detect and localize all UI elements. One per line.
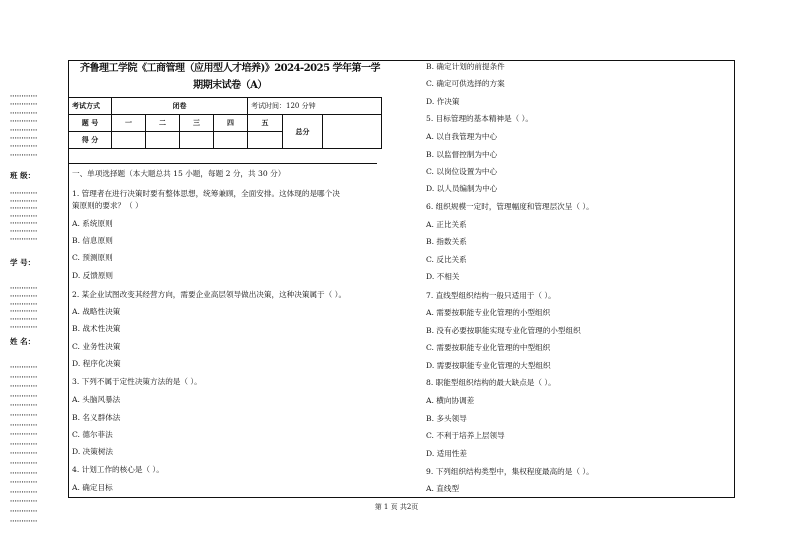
- answer-option: D. 反馈原则: [72, 271, 114, 280]
- score-cell-3: [180, 132, 214, 149]
- dotted-line: ············: [10, 498, 38, 506]
- exam-mode-value: 闭卷: [112, 98, 248, 115]
- score-label: 得 分: [69, 132, 112, 149]
- answer-option: B. 指数关系: [426, 237, 467, 246]
- answer-option: A. 系统原则: [72, 219, 113, 228]
- question-stem: 9. 下列组织结构类型中，集权程度最高的是（ ）。: [426, 467, 594, 476]
- text-line: 一、单项选择题（本大题总共 15 小题，每题 2 分，共 30 分）: [72, 169, 286, 178]
- section-1: 一: [112, 115, 146, 132]
- question-stem: 8. 职能型组织结构的最大缺点是（ ）。: [426, 378, 556, 387]
- dotted-line: ············: [10, 364, 38, 371]
- dotted-line: ············: [10, 392, 38, 400]
- answer-option: B. 名义群体法: [72, 413, 121, 422]
- dotted-line: ············: [10, 143, 38, 151]
- question-stem: 5. 目标管理的基本精神是（ ）。: [426, 114, 533, 123]
- dotted-line: ············: [10, 135, 38, 142]
- answer-option: C. 预测原则: [72, 253, 113, 262]
- section-5: 五: [248, 115, 283, 132]
- answer-option: C. 德尔菲法: [72, 430, 113, 439]
- dotted-line: ············: [10, 412, 38, 419]
- answer-option: D. 以人员编制为中心: [426, 184, 498, 193]
- dotted-line: ············: [10, 324, 38, 331]
- total-score-cell: [323, 115, 382, 149]
- dotted-line: ············: [10, 508, 38, 515]
- divider: [68, 163, 377, 164]
- answer-option: A. 横向协调差: [426, 396, 475, 405]
- dotted-line: ············: [10, 479, 38, 487]
- score-cell-4: [214, 132, 248, 149]
- dotted-line: ············: [10, 402, 38, 410]
- text-line: 策原则的要求？（ ）: [72, 201, 143, 210]
- class-label: 班 级：: [10, 171, 36, 180]
- dotted-line: ············: [10, 316, 38, 324]
- dotted-line: ············: [10, 235, 38, 243]
- answer-option: B. 没有必要按职能实现专业化管理的小型组织: [426, 326, 581, 335]
- total-label: 总分: [283, 115, 323, 149]
- exam-time: 考试时间：120 分钟: [248, 98, 382, 115]
- dotted-line: ············: [10, 220, 38, 228]
- dotted-line: ············: [10, 517, 38, 525]
- answer-option: D. 作决策: [426, 97, 460, 106]
- dotted-line: ············: [10, 308, 38, 316]
- question-stem: 6. 组织规模一定时，管理幅度和管理层次呈（ ）。: [426, 202, 594, 211]
- dotted-line: ············: [10, 383, 38, 391]
- dotted-line: ············: [10, 126, 38, 134]
- answer-option: A. 直线型: [426, 484, 460, 493]
- answer-option: D. 不相关: [426, 272, 460, 281]
- answer-option: A. 需要按职能专业化管理的小型组织: [426, 308, 551, 317]
- dotted-line: ············: [10, 469, 38, 477]
- dotted-line: ············: [10, 197, 38, 205]
- answer-option: C. 不利于培养上层领导: [426, 431, 505, 440]
- dotted-line: ············: [10, 205, 38, 213]
- section-2: 二: [146, 115, 180, 132]
- score-cell-1: [112, 132, 146, 149]
- answer-option: C. 业务性决策: [72, 342, 121, 351]
- dotted-line: ············: [10, 228, 38, 235]
- dotted-line: ············: [10, 292, 38, 300]
- dotted-line: ············: [10, 93, 38, 100]
- question-no-label: 题 号: [69, 115, 112, 132]
- answer-option: B. 确定计划的前提条件: [426, 62, 505, 71]
- exam-title-line1: 齐鲁理工学院《工商管理（应用型人才培养)》2024-2025 学年第一学: [79, 63, 381, 74]
- answer-option: A. 正比关系: [426, 220, 467, 229]
- answer-option: A. 战略性决策: [72, 307, 121, 316]
- dotted-line: ············: [10, 151, 38, 159]
- answer-option: C. 以岗位设置为中心: [426, 167, 498, 176]
- answer-option: B. 多头领导: [426, 414, 467, 423]
- dotted-line: ············: [10, 212, 38, 220]
- answer-option: C. 确定可供选择的方案: [426, 79, 505, 88]
- question-stem: 3. 下列不属于定性决策方法的是（ ）。: [72, 377, 202, 386]
- section-3: 三: [180, 115, 214, 132]
- answer-option: B. 战术性决策: [72, 324, 121, 333]
- answer-option: A. 头脑风暴法: [72, 395, 121, 404]
- question-stem: 7. 直线型组织结构一般只适用于（ ）。: [426, 291, 556, 300]
- dotted-line: ············: [10, 300, 38, 308]
- question-stem: 4. 计划工作的核心是（ ）。: [72, 465, 164, 474]
- answer-option: D. 程序化决策: [72, 359, 121, 368]
- page-footer: 第 1 页 共2页: [374, 503, 419, 511]
- dotted-line: ············: [10, 440, 38, 448]
- exam-title-line2: 期期末试卷（A）: [193, 80, 267, 91]
- dotted-line: ············: [10, 421, 38, 429]
- student-id-label: 学 号：: [10, 258, 36, 267]
- dotted-line: ············: [10, 431, 38, 439]
- question-stem: 1. 管理者在进行决策时要有整体思想，统筹兼顾，全面安排。这体现的是哪个决: [72, 189, 340, 198]
- answer-option: B. 信息原则: [72, 236, 113, 245]
- score-table: [68, 97, 382, 149]
- answer-option: D. 决策树法: [72, 447, 114, 456]
- answer-option: C. 需要按职能专业化管理的中型组织: [426, 343, 551, 352]
- dotted-line: ············: [10, 285, 38, 292]
- answer-option: B. 以监督控制为中心: [426, 150, 498, 159]
- dotted-line: ············: [10, 373, 38, 381]
- dotted-line: ············: [10, 488, 38, 496]
- question-stem: 2. 某企业试图改变其经营方向，需要企业高层领导做出决策，这种决策属于（ ）。: [72, 290, 347, 299]
- score-cell-2: [146, 132, 180, 149]
- exam-mode-label: 考试方式: [69, 98, 112, 115]
- dotted-line: ············: [10, 109, 38, 117]
- dotted-line: ············: [10, 460, 38, 467]
- answer-option: A. 确定目标: [72, 483, 113, 492]
- answer-option: A. 以自我管理为中心: [426, 132, 498, 141]
- section-4: 四: [214, 115, 248, 132]
- name-label: 姓 名：: [10, 337, 36, 346]
- dotted-line: ············: [10, 118, 38, 126]
- answer-option: C. 反比关系: [426, 255, 467, 264]
- answer-option: D. 适用性差: [426, 449, 468, 458]
- answer-option: D. 需要按职能专业化管理的大型组织: [426, 361, 551, 370]
- score-cell-5: [248, 132, 283, 149]
- dotted-line: ············: [10, 101, 38, 109]
- dotted-line: ············: [10, 450, 38, 458]
- dotted-line: ············: [10, 190, 38, 197]
